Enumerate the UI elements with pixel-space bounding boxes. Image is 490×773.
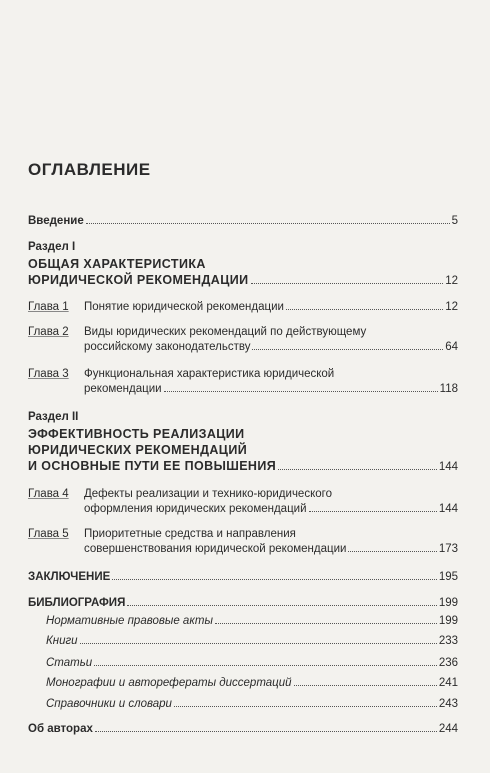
- toc-entry-authors: [28, 722, 458, 736]
- leader-dots: [112, 579, 437, 580]
- leader-dots: [127, 605, 436, 606]
- toc-title: ОГЛАВЛЕНИЕ: [28, 160, 151, 179]
- leader-dots: [309, 511, 437, 512]
- entry-page: 199: [438, 615, 458, 627]
- leader-dots: [94, 665, 437, 666]
- chapter-title-line2: оформления юридических рекомендаций: [84, 503, 307, 515]
- entry-label: Нормативные правовые акты: [46, 615, 213, 627]
- entry-page: 199: [438, 597, 458, 609]
- section-title-text: ЮРИДИЧЕСКОЙ РЕКОМЕНДАЦИИ: [28, 273, 249, 287]
- section-2-title-line1: ЭФФЕКТИВНОСТЬ РЕАЛИЗАЦИИ: [28, 427, 245, 441]
- section-2-title-line2: ЮРИДИЧЕСКИХ РЕКОМЕНДАЦИЙ: [28, 443, 248, 457]
- entry-label: Статьи: [46, 657, 93, 669]
- toc-entry-conclusion: [28, 570, 458, 584]
- leader-dots: [95, 731, 437, 732]
- entry-page: 236: [438, 657, 458, 669]
- entry-page: 118: [439, 383, 458, 395]
- leader-dots: [215, 623, 437, 624]
- chapter-title-line1: Приоритетные средства и направления: [84, 528, 296, 540]
- leader-dots: [174, 706, 437, 707]
- entry-page: 64: [445, 341, 458, 353]
- leader-dots: [80, 643, 437, 644]
- chapter-label: Глава 1: [28, 301, 69, 313]
- toc-entry-intro: [28, 214, 458, 228]
- chapter-label: Глава 4: [28, 488, 69, 500]
- section-1-title-line1: ОБЩАЯ ХАРАКТЕРИСТИКА: [28, 257, 206, 271]
- section-1-title-line2: [28, 273, 458, 288]
- toc-entry-chapter-2: [28, 325, 458, 355]
- entry-label: Справочники и словари: [46, 698, 172, 710]
- entry-label: Введение: [28, 215, 84, 227]
- section-title-text: И ОСНОВНЫЕ ПУТИ ЕЕ ПОВЫШЕНИЯ: [28, 459, 277, 473]
- entry-label: БИБЛИОГРАФИЯ: [28, 597, 126, 609]
- entry-label: Об авторах: [28, 723, 93, 735]
- section-1-label: Раздел I: [28, 241, 76, 253]
- chapter-title-line1: Дефекты реализации и технико-юридического: [84, 488, 332, 500]
- section-2-title-line3: [28, 459, 458, 474]
- toc-entry-bib-item: [46, 676, 458, 690]
- toc-entry-bib-item: [46, 634, 458, 648]
- toc-entry-bib-item: [46, 697, 458, 711]
- chapter-title-line1: Функциональная характеристика юридической: [84, 368, 335, 380]
- entry-page: 144: [438, 503, 458, 515]
- entry-label: Монографии и авторефераты диссертаций: [46, 677, 292, 689]
- entry-page: 144: [438, 461, 458, 473]
- entry-page: 195: [438, 571, 458, 583]
- toc-entry-chapter-1: [28, 300, 458, 315]
- entry-page: 233: [438, 635, 458, 647]
- section-2-label: Раздел II: [28, 411, 79, 423]
- chapter-title-line2: рекомендации: [84, 383, 162, 395]
- leader-dots: [86, 223, 450, 224]
- leader-dots: [286, 309, 443, 310]
- leader-dots: [251, 283, 444, 284]
- entry-page: 12: [445, 275, 458, 287]
- toc-entry-bib-item: [46, 656, 458, 670]
- leader-dots: [278, 469, 437, 470]
- leader-dots: [164, 391, 438, 392]
- leader-dots: [294, 685, 437, 686]
- entry-page: 241: [438, 677, 458, 689]
- leader-dots: [348, 551, 436, 552]
- chapter-label: Глава 2: [28, 326, 69, 338]
- toc-entry-chapter-4: [28, 487, 458, 517]
- chapter-title: Понятие юридической рекомендации: [84, 301, 284, 313]
- entry-page: 243: [438, 698, 458, 710]
- entry-label: ЗАКЛЮЧЕНИЕ: [28, 571, 111, 583]
- chapter-label: Глава 3: [28, 368, 69, 380]
- chapter-label: Глава 5: [28, 528, 69, 540]
- toc-entry-bib-item: [46, 614, 458, 628]
- entry-page: 173: [438, 543, 458, 555]
- leader-dots: [252, 349, 443, 350]
- toc-entry-bibliography: [28, 596, 458, 610]
- entry-page: 5: [451, 215, 458, 227]
- chapter-title-line2: российскому законодательству: [84, 341, 251, 353]
- entry-page: 244: [438, 723, 458, 735]
- entry-label: Книги: [46, 635, 78, 647]
- toc-entry-chapter-3: [28, 367, 458, 397]
- toc-entry-chapter-5: [28, 527, 458, 557]
- chapter-title-line2: совершенствования юридической рекомендации: [84, 543, 347, 555]
- entry-page: 12: [445, 301, 458, 313]
- chapter-title-line1: Виды юридических рекомендаций по действующему: [84, 326, 367, 338]
